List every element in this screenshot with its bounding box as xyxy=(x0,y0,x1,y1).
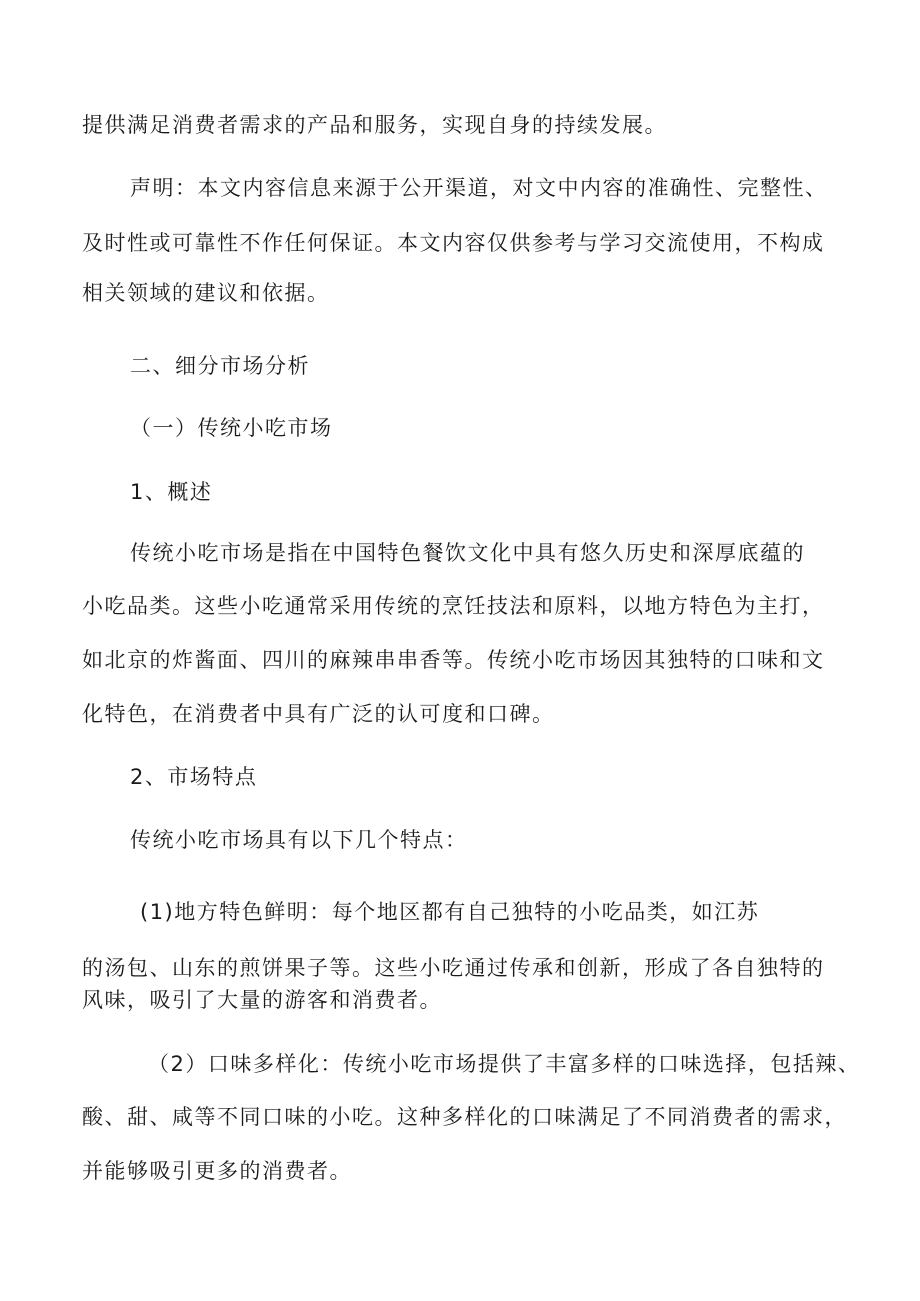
disclaimer-line: 相关领域的建议和依据。 xyxy=(82,281,330,305)
subsection-heading: （一）传统小吃市场 xyxy=(130,416,333,440)
disclaimer-line: 及时性或可靠性不作任何保证。本文内容仅供参考与学习交流使用，不构成 xyxy=(82,231,825,255)
disclaimer-line: 声明：本文内容信息来源于公开渠道，对文中内容的准确性、完整性、 xyxy=(130,176,828,200)
list-item-line: (1)地方特色鲜明：每个地区都有自己独特的小吃品类，如江苏 xyxy=(140,900,760,924)
list-item-line: （2）口味多样化：传统小吃市场提供了丰富多样的口味选择，包括辣、 xyxy=(148,1052,861,1076)
paragraph-line: 传统小吃市场是指在中国特色餐饮文化中具有悠久历史和深厚底蕴的 xyxy=(130,541,805,565)
section-heading: 二、细分市场分析 xyxy=(130,354,310,378)
paragraph-line: 传统小吃市场具有以下几个特点： xyxy=(130,828,468,852)
paragraph-line: 化特色，在消费者中具有广泛的认可度和口碑。 xyxy=(82,702,555,726)
list-item-line: 风味，吸引了大量的游客和消费者。 xyxy=(82,988,442,1012)
paragraph-line: 如北京的炸酱面、四川的麻辣串串香等。传统小吃市场因其独特的口味和文 xyxy=(82,648,825,672)
paragraph-line: 小吃品类。这些小吃通常采用传统的烹饪技法和原料，以地方特色为主打， xyxy=(82,594,825,618)
paragraph-line: 提供满足消费者需求的产品和服务，实现自身的持续发展。 xyxy=(82,113,667,137)
item-heading: 2、市场特点 xyxy=(130,765,258,789)
list-item-line: 并能够吸引更多的消费者。 xyxy=(82,1159,352,1183)
list-item-line: 酸、甜、咸等不同口味的小吃。这种多样化的口味满足了不同消费者的需求， xyxy=(82,1105,847,1129)
item-heading: 1、概述 xyxy=(130,480,213,504)
list-item-line: 的汤包、山东的煎饼果子等。这些小吃通过传承和创新，形成了各自独特的 xyxy=(82,956,825,980)
